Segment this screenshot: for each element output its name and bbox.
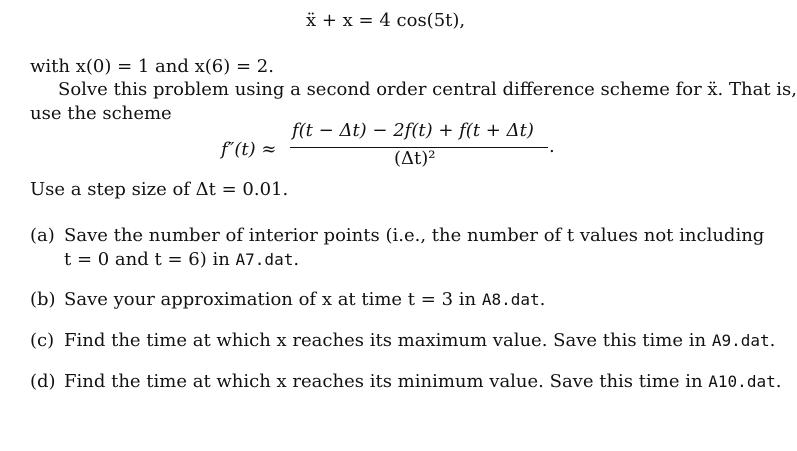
formula-denominator: (Δt)² [394,148,436,169]
item-a-text-line1: Save the number of interior points (i.e., the number of t values not including [64,225,765,246]
item-d-line [64,373,781,391]
item-b-filename: A8.dat [481,290,540,309]
formula-numerator: f(t − Δt) − 2f(t) + f(t + Δt) [292,120,534,141]
formula-lhs: f″(t) ≈ [221,139,277,160]
item-b-text: Save your approximation of x at time t = 3 in [64,289,482,310]
item-a-text: t = 0 and t = 6) in [64,249,236,270]
item-c-period: . [769,330,776,351]
use-scheme-text: use the scheme [30,103,172,124]
item-d-label: (d) [30,371,56,392]
item-a-period: . [293,249,300,270]
boundary-conditions: with x(0) = 1 and x(6) = 2. [30,56,274,77]
item-c-label: (c) [30,330,55,351]
step-size-text: Use a step size of Δt = 0.01. [30,179,289,200]
instruction-text: Solve this problem using a second order central difference scheme for ẍ. That is, [58,79,797,100]
item-d-filename: A10.dat [708,372,776,391]
item-a-text-line2 [64,251,299,269]
item-d-period: . [775,371,782,392]
formula-period: . [549,136,555,157]
item-b-period: . [539,289,546,310]
item-d-text: Find the time at which x reaches its minimum value. Save this time in [64,371,709,392]
item-b-label: (b) [30,289,56,310]
item-c-text: Find the time at which x reaches its maximum value. Save this time in [64,330,712,351]
item-a-label: (a) [30,225,55,246]
item-a-filename: A7.dat [235,250,294,269]
ode-equation: ẍ + x = 4 cos(5t), [306,10,466,31]
item-c-line [64,332,775,350]
item-c-filename: A9.dat [711,331,770,350]
item-b-line [64,291,545,309]
